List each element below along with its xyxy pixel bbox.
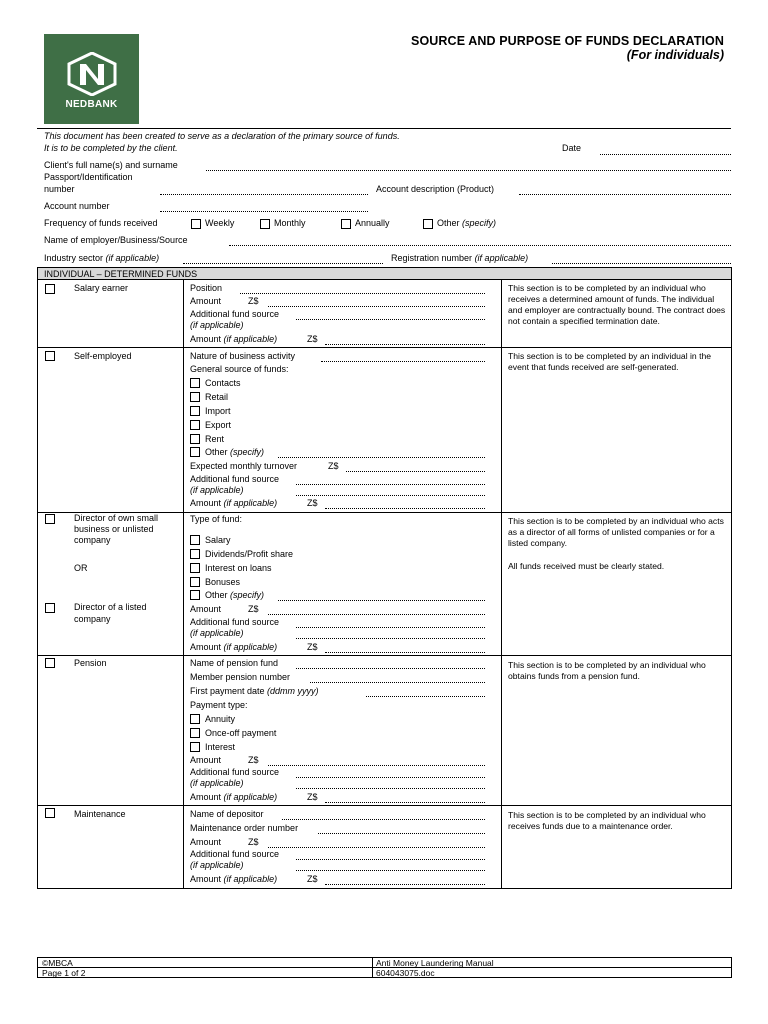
rent-checkbox[interactable]	[190, 434, 200, 444]
fund-name-field[interactable]	[296, 668, 485, 669]
other-text: Other	[205, 590, 228, 600]
additional-source-field[interactable]	[296, 319, 485, 320]
other-source-label	[205, 447, 264, 457]
if-applicable-label: (if applicable)	[190, 860, 244, 870]
amount-field[interactable]	[325, 802, 485, 803]
amount-field[interactable]	[325, 508, 485, 509]
amount-field[interactable]	[268, 614, 485, 615]
amount-if-applicable: (if applicable)	[223, 874, 278, 884]
contacts-label: Contacts	[205, 378, 241, 388]
director-description-note: All funds received must be clearly stated.	[508, 561, 665, 571]
other-source-field[interactable]	[278, 457, 485, 458]
amount-text: Amount	[190, 792, 222, 802]
director-listed-checkbox[interactable]	[45, 603, 55, 613]
amount-if-applicable-label	[190, 498, 277, 508]
additional-source-label: Additional fund source	[190, 849, 280, 859]
amount-if-applicable: (if applicable)	[223, 334, 278, 344]
director-label-5: company	[74, 614, 111, 624]
director-label-2: business or unlisted	[74, 524, 154, 534]
director-label-1: Director of own small	[74, 513, 159, 523]
member-number-field[interactable]	[310, 682, 485, 683]
first-payment-label	[190, 686, 319, 696]
date-label: Date	[562, 143, 582, 153]
fund-name-label: Name of pension fund	[190, 658, 279, 668]
additional-source-label: Additional fund source	[190, 617, 280, 627]
first-payment-text: First payment date	[190, 686, 265, 696]
other-fund-field[interactable]	[278, 600, 485, 601]
pension-description: This section is to be completed by an individual who obtains funds from a pension fund.	[508, 660, 706, 681]
self-employed-label: Self-employed	[74, 351, 132, 361]
logo-text: NEDBANK	[65, 99, 118, 110]
annuity-label: Annuity	[205, 714, 236, 724]
position-label: Position	[190, 283, 223, 293]
additional-source-field-2[interactable]	[296, 638, 485, 639]
additional-source-field[interactable]	[296, 627, 485, 628]
export-checkbox[interactable]	[190, 420, 200, 430]
footer-doc-name: 604043075.doc	[376, 968, 435, 978]
salary-description: This section is to be completed by an individual who receives a determined amount of funds. The individual and employer are contractually bound. The contract does not contain a specified termination date.	[508, 283, 726, 326]
amount-if-applicable-label	[190, 874, 277, 884]
amount-text: Amount	[190, 498, 222, 508]
if-applicable-label: (if applicable)	[190, 320, 244, 330]
nature-field[interactable]	[321, 361, 485, 362]
title-sub: (For individuals)	[626, 48, 724, 62]
amount-label: Amount	[190, 837, 222, 847]
amount-if-applicable: (if applicable)	[223, 498, 278, 508]
director-label-3: company	[74, 535, 111, 545]
passport-label-1: Passport/Identification	[44, 172, 133, 182]
currency-label: Z$	[307, 642, 318, 652]
salary-label: Salary	[205, 535, 231, 545]
footer-page-number: Page 1 of 2	[42, 968, 86, 978]
annuity-checkbox[interactable]	[190, 714, 200, 724]
interest-checkbox[interactable]	[190, 742, 200, 752]
currency-label: Z$	[248, 296, 259, 306]
other-fund-checkbox[interactable]	[190, 590, 200, 600]
interest-loans-checkbox[interactable]	[190, 563, 200, 573]
row-divider	[37, 655, 732, 656]
page-footer	[37, 957, 732, 978]
depositor-label: Name of depositor	[190, 809, 264, 819]
self-employed-checkbox[interactable]	[45, 351, 55, 361]
industry-if-applicable: (if applicable)	[105, 253, 160, 263]
import-checkbox[interactable]	[190, 406, 200, 416]
full-name-field[interactable]	[206, 170, 731, 171]
dividends-checkbox[interactable]	[190, 549, 200, 559]
turnover-label: Expected monthly turnover	[190, 461, 298, 471]
nedbank-n-icon	[67, 52, 117, 96]
maintenance-checkbox[interactable]	[45, 808, 55, 818]
if-applicable-label: (if applicable)	[190, 485, 244, 495]
retail-label: Retail	[205, 392, 229, 402]
import-label: Import	[205, 406, 231, 416]
title-main: SOURCE AND PURPOSE OF FUNDS DECLARATION	[411, 34, 724, 48]
pension-checkbox[interactable]	[45, 658, 55, 668]
dividends-label: Dividends/Profit share	[205, 549, 294, 559]
nature-label: Nature of business activity	[190, 351, 296, 361]
amount-if-applicable: (if applicable)	[223, 792, 278, 802]
row-divider	[37, 805, 732, 806]
section-header: INDIVIDUAL – DETERMINED FUNDS	[38, 268, 731, 280]
type-of-fund-label: Type of fund:	[190, 514, 243, 524]
column-divider-2	[501, 280, 502, 889]
additional-source-field[interactable]	[296, 777, 485, 778]
amount-field[interactable]	[325, 884, 485, 885]
other-text: Other	[205, 447, 228, 457]
specify-text: (specify)	[230, 590, 265, 600]
salary-checkbox[interactable]	[190, 535, 200, 545]
annually-label: Annually	[355, 218, 390, 228]
additional-source-label: Additional fund source	[190, 767, 280, 777]
director-unlisted-checkbox[interactable]	[45, 514, 55, 524]
bonuses-label: Bonuses	[205, 577, 241, 587]
account-number-field[interactable]	[160, 211, 368, 212]
export-label: Export	[205, 420, 232, 430]
pension-label: Pension	[74, 658, 107, 668]
amount-if-applicable-label	[190, 334, 277, 344]
registration-if-applicable: (if applicable)	[474, 253, 529, 263]
footer-copyright: ©MBCA	[42, 958, 73, 968]
once-off-checkbox[interactable]	[190, 728, 200, 738]
currency-label: Z$	[248, 837, 259, 847]
currency-label: Z$	[248, 604, 259, 614]
industry-text: Industry sector	[44, 253, 104, 263]
other-fund-label	[205, 590, 264, 600]
currency-label: Z$	[307, 792, 318, 802]
nedbank-logo	[44, 34, 139, 124]
currency-label: Z$	[307, 874, 318, 884]
director-description: This section is to be completed by an individual who acts as a director of all forms of unlisted companies or for a listed company.	[508, 516, 724, 548]
maintenance-description: This section is to be completed by an individual who receives funds due to a maintenance order.	[508, 810, 706, 831]
additional-source-field[interactable]	[296, 859, 485, 860]
currency-label: Z$	[307, 498, 318, 508]
employer-label: Name of employer/Business/Source	[44, 235, 188, 245]
registration-label	[391, 253, 528, 263]
date-field[interactable]	[600, 154, 731, 155]
retail-checkbox[interactable]	[190, 392, 200, 402]
additional-source-field-2[interactable]	[296, 495, 485, 496]
passport-field[interactable]	[160, 194, 368, 195]
registration-field[interactable]	[552, 263, 731, 264]
bonuses-checkbox[interactable]	[190, 577, 200, 587]
industry-label	[44, 253, 159, 263]
additional-source-field[interactable]	[296, 484, 485, 485]
monthly-label: Monthly	[274, 218, 306, 228]
other-frequency-checkbox[interactable]	[423, 219, 433, 229]
other-frequency-label	[437, 218, 496, 228]
order-number-field[interactable]	[318, 833, 485, 834]
self-employed-description: This section is to be completed by an individual in the event that funds received are self-generated.	[508, 351, 712, 372]
turnover-field[interactable]	[346, 471, 485, 472]
additional-source-field-2[interactable]	[296, 870, 485, 871]
maintenance-label: Maintenance	[74, 809, 126, 819]
amount-field[interactable]	[268, 306, 485, 307]
annually-checkbox[interactable]	[341, 219, 351, 229]
amount-label: Amount	[190, 755, 222, 765]
amount-if-applicable: (if applicable)	[223, 642, 278, 652]
specify-text: (specify)	[462, 218, 497, 228]
footer-manual: Anti Money Laundering Manual	[376, 958, 494, 968]
amount-field[interactable]	[268, 847, 485, 848]
weekly-label: Weekly	[205, 218, 235, 228]
once-off-label: Once-off payment	[205, 728, 277, 738]
if-applicable-label: (if applicable)	[190, 628, 244, 638]
full-name-label: Client's full name(s) and surname	[44, 160, 178, 170]
amount-text: Amount	[190, 334, 222, 344]
or-label: OR	[74, 563, 88, 573]
date-format: (ddmm yyyy)	[267, 686, 319, 696]
column-divider-1	[183, 280, 184, 889]
other-text: Other	[437, 218, 460, 228]
amount-if-applicable-label	[190, 642, 277, 652]
amount-text: Amount	[190, 874, 222, 884]
amount-field[interactable]	[325, 344, 485, 345]
specify-text: (specify)	[230, 447, 265, 457]
director-label-4: Director of a listed	[74, 602, 147, 612]
additional-source-label: Additional fund source	[190, 474, 280, 484]
weekly-checkbox[interactable]	[191, 219, 201, 229]
interest-loans-label: Interest on loans	[205, 563, 272, 573]
header-divider	[37, 128, 731, 129]
amount-if-applicable-label	[190, 792, 277, 802]
salary-earner-label: Salary earner	[74, 283, 129, 293]
amount-text: Amount	[190, 642, 222, 652]
additional-source-field-2[interactable]	[296, 788, 485, 789]
depositor-field[interactable]	[282, 819, 485, 820]
other-source-checkbox[interactable]	[190, 447, 200, 457]
order-number-label: Maintenance order number	[190, 823, 299, 833]
amount-label: Amount	[190, 296, 222, 306]
rent-label: Rent	[205, 434, 225, 444]
amount-field[interactable]	[268, 765, 485, 766]
monthly-checkbox[interactable]	[260, 219, 270, 229]
intro-line-2: It is to be completed by the client.	[44, 143, 178, 153]
account-number-label: Account number	[44, 201, 110, 211]
payment-type-label: Payment type:	[190, 700, 248, 710]
employer-field[interactable]	[229, 245, 731, 246]
currency-label: Z$	[307, 334, 318, 344]
account-description-field[interactable]	[519, 194, 731, 195]
account-description-label: Account description (Product)	[376, 184, 495, 194]
passport-label-2: number	[44, 184, 75, 194]
frequency-label: Frequency of funds received	[44, 218, 158, 228]
amount-field[interactable]	[325, 652, 485, 653]
amount-label: Amount	[190, 604, 222, 614]
additional-source-label: Additional fund source	[190, 309, 280, 319]
general-source-label: General source of funds:	[190, 364, 289, 374]
document-title	[411, 34, 724, 62]
contacts-checkbox[interactable]	[190, 378, 200, 388]
first-payment-field[interactable]	[366, 696, 485, 697]
member-number-label: Member pension number	[190, 672, 291, 682]
if-applicable-label: (if applicable)	[190, 778, 244, 788]
industry-field[interactable]	[183, 263, 383, 264]
interest-label: Interest	[205, 742, 236, 752]
currency-label: Z$	[248, 755, 259, 765]
row-divider	[37, 347, 732, 348]
intro-line-1: This document has been created to serve as a declaration of the primary source of funds.	[44, 131, 400, 141]
position-field[interactable]	[240, 293, 485, 294]
salary-earner-checkbox[interactable]	[45, 284, 55, 294]
currency-label: Z$	[328, 461, 339, 471]
registration-text: Registration number	[391, 253, 473, 263]
